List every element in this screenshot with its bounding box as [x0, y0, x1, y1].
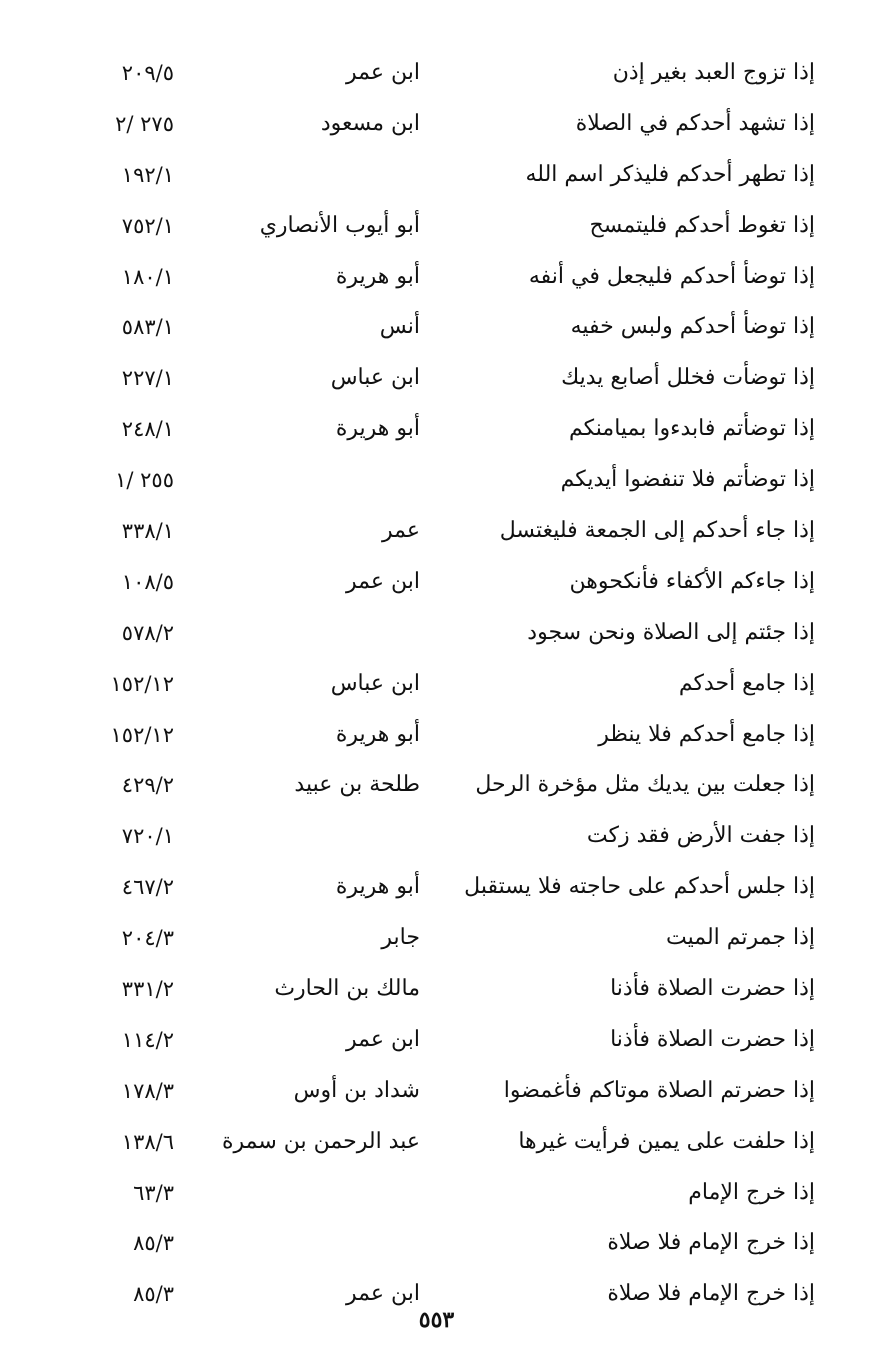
hadith-index-list [0, 48, 873, 1320]
narrator: عمر [382, 518, 420, 544]
volume-page-reference: ٤٦٧/٢ [121, 875, 174, 900]
volume-page-reference: ٢٧٥ /٢ [115, 111, 174, 136]
list-item [0, 862, 873, 913]
list-item [0, 506, 873, 557]
hadith-text: إذا حضرت الصلاة فأذنا [610, 1026, 815, 1052]
list-item [0, 1066, 873, 1117]
list-item [0, 353, 873, 404]
hadith-text: إذا توضأتم فلا تنفضوا أيديكم [560, 467, 815, 493]
volume-page-reference: ١٥٢/١٢ [110, 671, 174, 696]
volume-page-reference: ٢٤٨/١ [121, 417, 174, 442]
list-item [0, 913, 873, 964]
narrator: شداد بن أوس [293, 1077, 420, 1103]
list-item [0, 201, 873, 252]
volume-page-reference: ٤٢٩/٢ [121, 773, 174, 798]
narrator: ابن عباس [330, 670, 420, 696]
hadith-text: إذا جئتم إلى الصلاة ونحن سجود [527, 619, 815, 645]
hadith-text: إذا تغوط أحدكم فليتمسح [589, 212, 815, 238]
volume-page-reference: ١٣٨/٦ [121, 1129, 174, 1154]
hadith-text: إذا جفت الأرض فقد زكت [586, 823, 815, 849]
volume-page-reference: ٣٣٨/١ [121, 519, 174, 544]
volume-page-reference: ٦٣/٣ [133, 1180, 174, 1205]
list-item [0, 99, 873, 150]
list-item [0, 811, 873, 862]
list-item [0, 48, 873, 99]
hadith-text: إذا جاءكم الأكفاء فأنكحوهن [569, 568, 815, 594]
volume-page-reference: ٧٢٠/١ [121, 824, 174, 849]
list-item [0, 659, 873, 710]
hadith-text: إذا حضرتم الصلاة موتاكم فأغمضوا [503, 1077, 815, 1103]
narrator: مالك بن الحارث [274, 976, 420, 1002]
narrator: طلحة بن عبيد [294, 772, 420, 798]
narrator: أبو أيوب الأنصاري [259, 212, 420, 238]
hadith-text: إذا توضأ أحدكم فليجعل في أنفه [528, 263, 815, 289]
list-item [0, 1218, 873, 1269]
narrator: ابن عمر [346, 568, 420, 594]
list-item [0, 455, 873, 506]
volume-page-reference: ٨٥/٣ [133, 1282, 174, 1307]
hadith-text: إذا حلفت على يمين فرأيت غيرها [518, 1128, 815, 1154]
volume-page-reference: ٣٣١/٢ [121, 977, 174, 1002]
list-item [0, 150, 873, 201]
hadith-text: إذا تطهر أحدكم فليذكر اسم الله [525, 161, 815, 187]
list-item [0, 557, 873, 608]
narrator: أبو هريرة [335, 416, 420, 442]
hadith-text: إذا خرج الإمام [688, 1179, 815, 1205]
list-item [0, 710, 873, 761]
page-number: ٥٥٣ [418, 1307, 455, 1333]
narrator: ابن عمر [346, 1281, 420, 1307]
narrator: ابن عمر [346, 60, 420, 85]
list-item [0, 964, 873, 1015]
hadith-text: إذا تشهد أحدكم في الصلاة [575, 110, 815, 136]
volume-page-reference: ١١٤/٢ [121, 1027, 174, 1052]
narrator: أبو هريرة [335, 721, 420, 747]
narrator: أنس [379, 314, 420, 340]
volume-page-reference: ٢٠٩/٥ [121, 61, 174, 85]
hadith-text: إذا توضأ أحدكم ولبس خفيه [570, 314, 815, 340]
hadith-text: إذا توضأتم فابدءوا بميامنكم [568, 416, 815, 442]
volume-page-reference: ١٨٠/١ [121, 264, 174, 289]
hadith-text: إذا تزوج العبد بغير إذن [612, 60, 815, 85]
narrator: ابن عمر [346, 1026, 420, 1052]
hadith-text: إذا جامع أحدكم [678, 670, 815, 696]
narrator: أبو هريرة [335, 263, 420, 289]
hadith-text: إذا جعلت بين يديك مثل مؤخرة الرحل [475, 772, 815, 798]
list-item [0, 252, 873, 303]
list-item [0, 1015, 873, 1066]
list-item [0, 302, 873, 353]
list-item [0, 1168, 873, 1219]
hadith-text: إذا جاء أحدكم إلى الجمعة فليغتسل [499, 518, 815, 544]
hadith-text: إذا توضأت فخلل أصابع يديك [561, 365, 815, 391]
list-item [0, 404, 873, 455]
volume-page-reference: ١٩٢/١ [121, 162, 174, 187]
hadith-text: إذا جامع أحدكم فلا ينظر [598, 721, 815, 747]
hadith-text: إذا جلس أحدكم على حاجته فلا يستقبل [464, 874, 815, 900]
volume-page-reference: ٥٨٣/١ [121, 315, 174, 340]
narrator: أبو هريرة [335, 874, 420, 900]
list-item [0, 608, 873, 659]
volume-page-reference: ٥٧٨/٢ [121, 620, 174, 645]
hadith-text: إذا خرج الإمام فلا صلاة [607, 1281, 815, 1307]
volume-page-reference: ٢٥٥ /١ [115, 468, 174, 493]
narrator: عبد الرحمن بن سمرة [222, 1128, 420, 1154]
volume-page-reference: ٢٠٤/٣ [121, 926, 174, 951]
hadith-text: إذا خرج الإمام فلا صلاة [607, 1230, 815, 1256]
hadith-text: إذا حضرت الصلاة فأذنا [610, 976, 815, 1002]
list-item [0, 760, 873, 811]
volume-page-reference: ١٠٨/٥ [121, 569, 174, 594]
narrator: ابن عباس [330, 365, 420, 391]
volume-page-reference: ٢٢٧/١ [121, 366, 174, 391]
volume-page-reference: ٧٥٢/١ [121, 213, 174, 238]
hadith-text: إذا جمرتم الميت [665, 925, 815, 951]
volume-page-reference: ١٧٨/٣ [121, 1078, 174, 1103]
narrator: ابن مسعود [320, 110, 420, 136]
volume-page-reference: ١٥٢/١٢ [110, 722, 174, 747]
narrator: جابر [381, 925, 420, 951]
volume-page-reference: ٨٥/٣ [133, 1231, 174, 1256]
list-item [0, 1117, 873, 1168]
